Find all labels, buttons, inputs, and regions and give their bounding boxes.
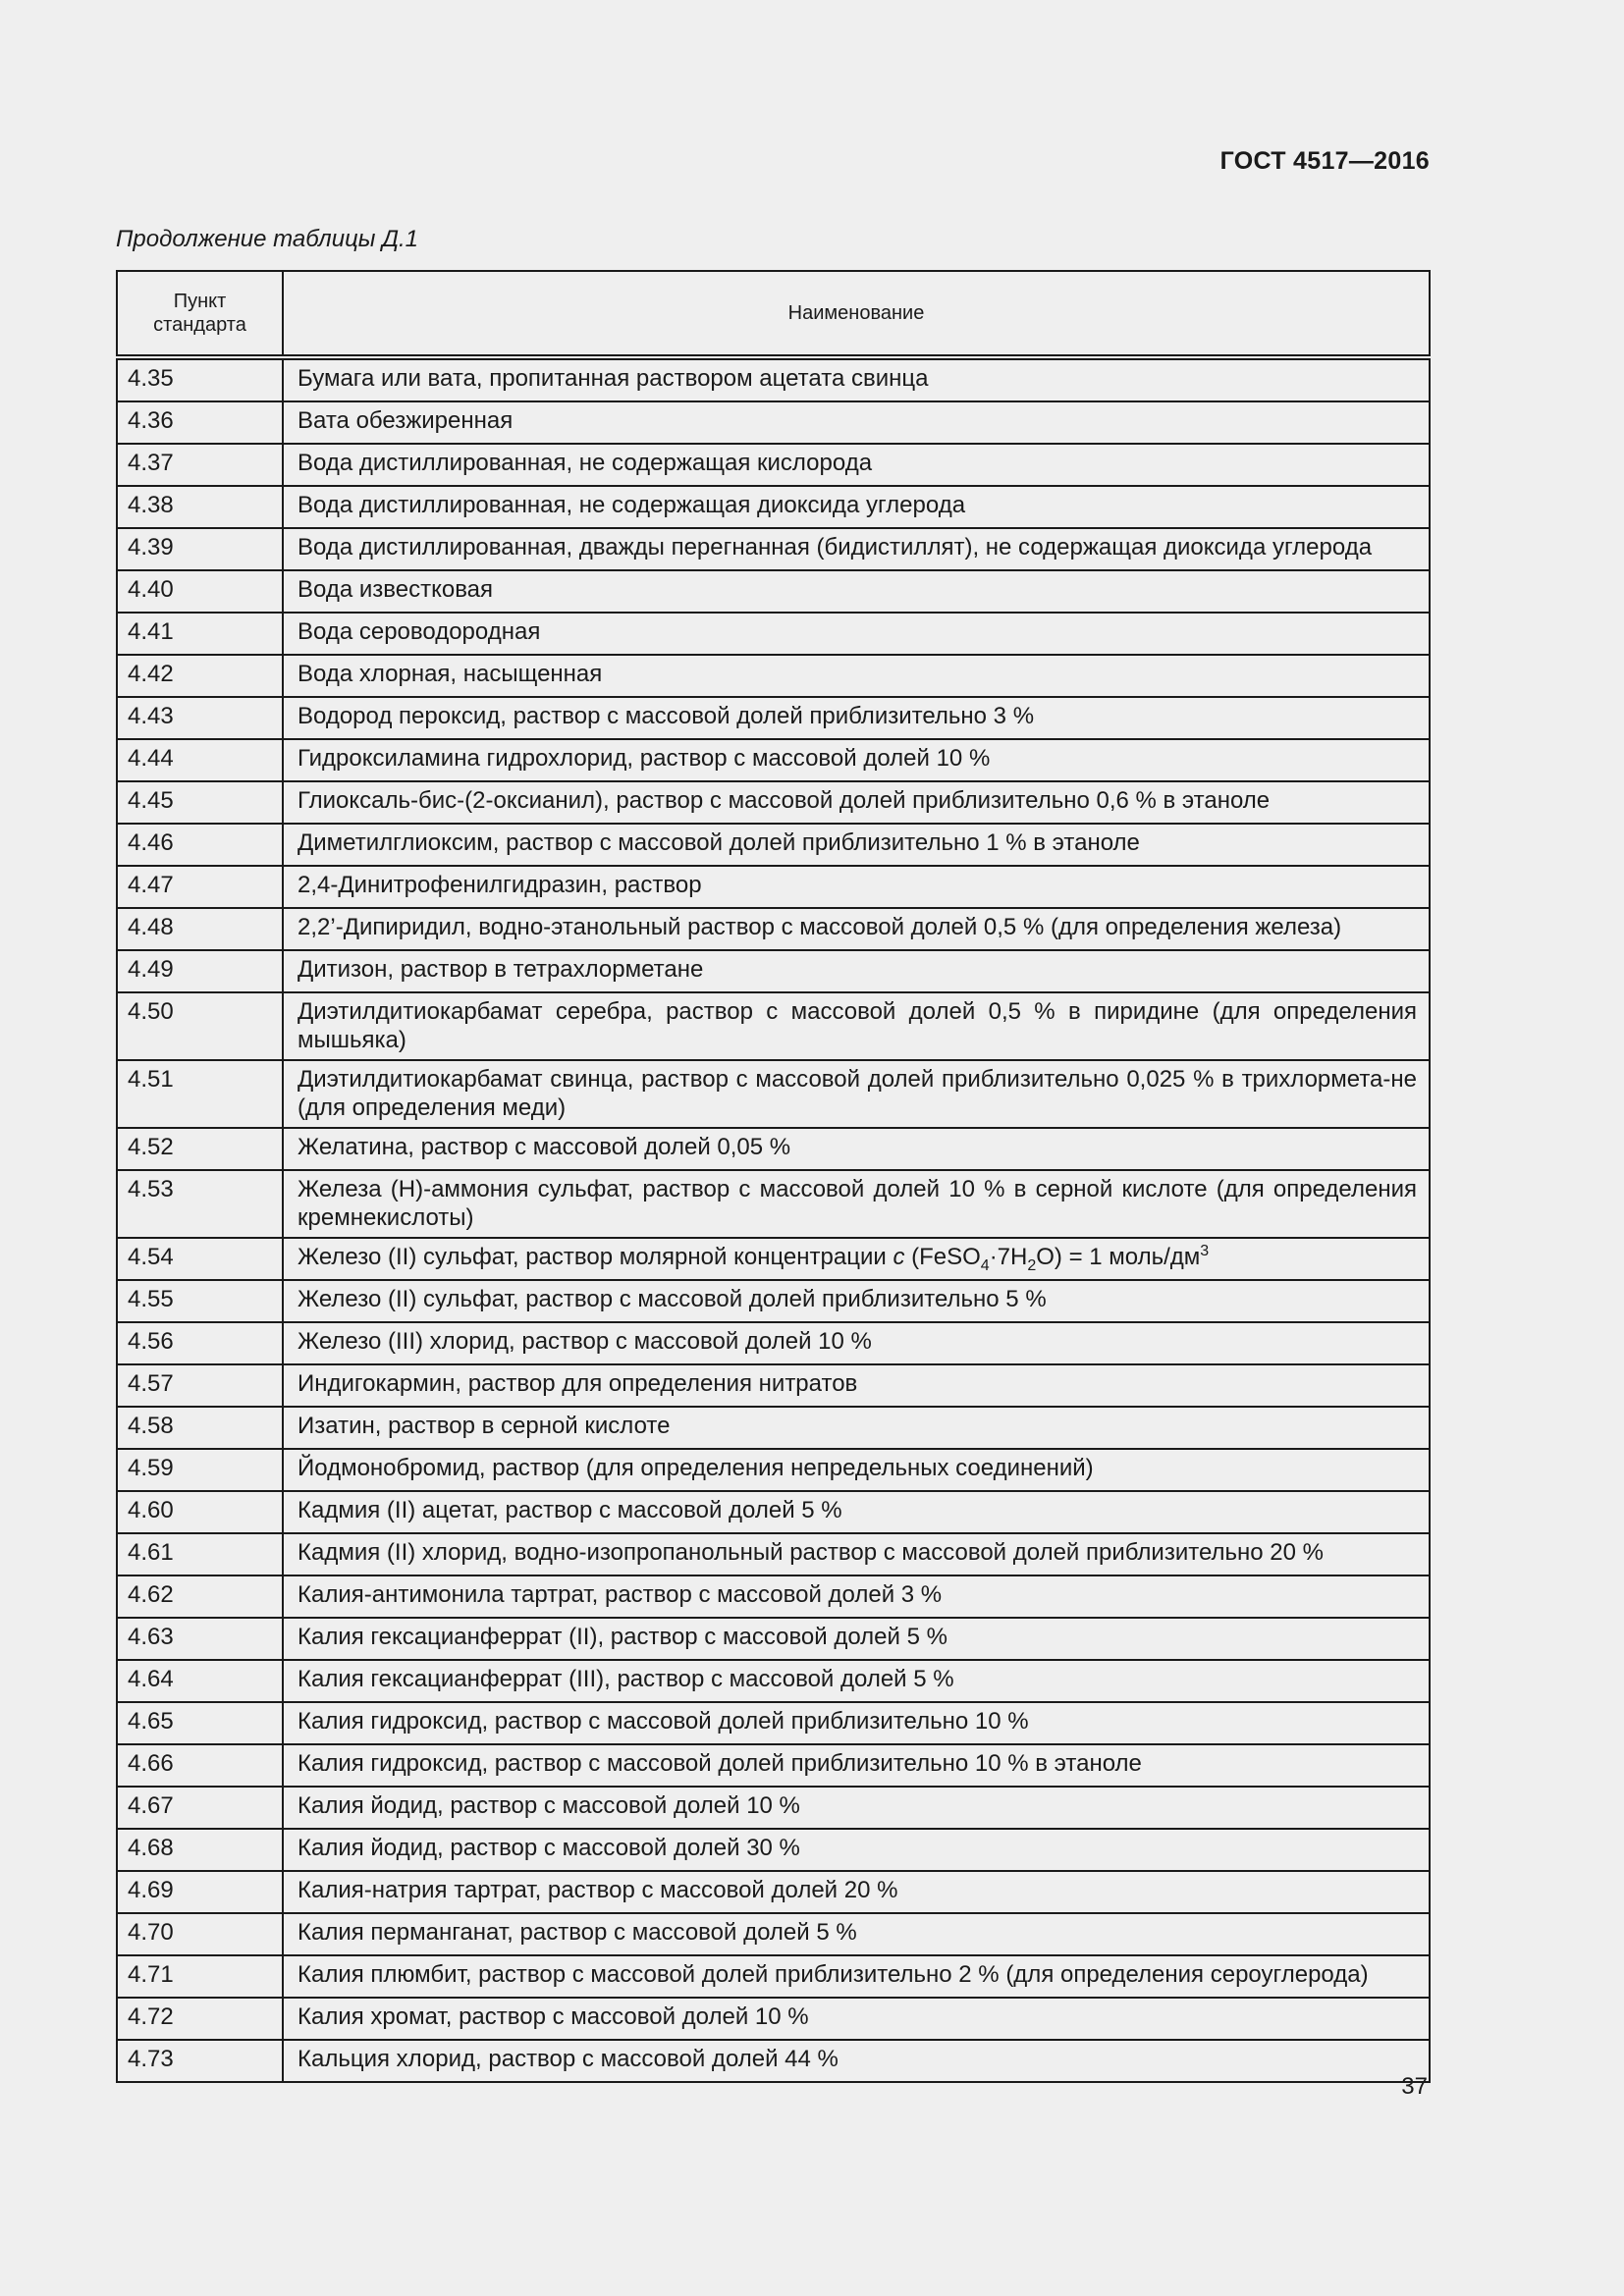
table-row: [117, 570, 1430, 613]
formula-part-open: (FeSO: [904, 1244, 981, 1270]
table-row: [117, 908, 1430, 950]
page-number: 37: [1401, 2073, 1428, 2100]
clause-cell: 4.49: [117, 950, 283, 992]
name-cell: Диметилглиоксим, раствор с массовой долей приблизительно 1 % в этаноле: [283, 824, 1430, 866]
table-row: [117, 444, 1430, 486]
name-cell: Калия-натрия тартрат, раствор с массовой долей 20 %: [283, 1871, 1430, 1913]
name-cell: Калия гидроксид, раствор с массовой долей приблизительно 10 %: [283, 1702, 1430, 1744]
table-row: [117, 655, 1430, 697]
clause-cell: 4.38: [117, 486, 283, 528]
table-row: [117, 697, 1430, 739]
clause-cell: 4.58: [117, 1407, 283, 1449]
table-header-row: [117, 271, 1430, 357]
formula-part-before: Железо (II) сульфат, раствор молярной концентрации: [298, 1244, 893, 1270]
name-cell: Калия гексацианферрат (II), раствор с массовой долей 5 %: [283, 1618, 1430, 1660]
name-cell: Калия гидроксид, раствор с массовой долей приблизительно 10 % в этаноле: [283, 1744, 1430, 1787]
name-cell: [283, 1238, 1430, 1280]
clause-cell: 4.54: [117, 1238, 283, 1280]
clause-cell: 4.42: [117, 655, 283, 697]
name-cell: Дитизон, раствор в тетрахлорметане: [283, 950, 1430, 992]
table-row: [117, 1660, 1430, 1702]
name-cell: Глиоксаль-бис-(2-оксианил), раствор с массовой долей приблизительно 0,6 % в этаноле: [283, 781, 1430, 824]
clause-cell: 4.67: [117, 1787, 283, 1829]
clause-cell: 4.56: [117, 1322, 283, 1364]
clause-cell: 4.48: [117, 908, 283, 950]
name-cell: Калия йодид, раствор с массовой долей 10 %: [283, 1787, 1430, 1829]
standard-code: ГОСТ 4517—2016: [1219, 147, 1430, 175]
name-cell: Изатин, раствор в серной кислоте: [283, 1407, 1430, 1449]
clause-cell: 4.50: [117, 992, 283, 1060]
table-row: [117, 613, 1430, 655]
clause-cell: 4.51: [117, 1060, 283, 1128]
name-cell: 2,2’-Дипиридил, водно-этанольный раствор с массовой долей 0,5 % (для определения железа): [283, 908, 1430, 950]
clause-cell: 4.73: [117, 2040, 283, 2082]
header-clause-line2: стандарта: [153, 314, 246, 336]
table-row: [117, 1170, 1430, 1238]
clause-cell: 4.70: [117, 1913, 283, 1955]
clause-cell: 4.45: [117, 781, 283, 824]
clause-cell: 4.44: [117, 739, 283, 781]
name-cell: Кадмия (II) хлорид, водно-изопропанольный раствор с массовой долей приблизительно 20 %: [283, 1533, 1430, 1575]
clause-cell: 4.71: [117, 1955, 283, 1998]
name-cell: Кальция хлорид, раствор с массовой долей 44 %: [283, 2040, 1430, 2082]
name-cell: Железо (II) сульфат, раствор с массовой долей приблизительно 5 %: [283, 1280, 1430, 1322]
name-cell: Калия перманганат, раствор с массовой долей 5 %: [283, 1913, 1430, 1955]
table-row: [117, 1407, 1430, 1449]
name-cell: Вода сероводородная: [283, 613, 1430, 655]
formula-part-italic-c: c: [893, 1244, 905, 1270]
clause-cell: 4.55: [117, 1280, 283, 1322]
name-cell: Вода дистиллированная, дважды перегнанная (бидистиллят), не содержащая диоксида углерода: [283, 528, 1430, 570]
table-row: [117, 1491, 1430, 1533]
name-cell: Диэтилдитиокарбамат свинца, раствор с массовой долей приблизительно 0,025 % в трихлормета-не (для определения меди): [283, 1060, 1430, 1128]
name-cell: Железа (Н)-аммония сульфат, раствор с массовой долей 10 % в серной кислоте (для определения кремнекислоты): [283, 1170, 1430, 1238]
table-row: [117, 401, 1430, 444]
table-row: [117, 357, 1430, 401]
formula-part-mid: ·7H: [989, 1244, 1028, 1270]
name-cell: Вода дистиллированная, не содержащая кислорода: [283, 444, 1430, 486]
name-cell: Калия-антимонила тартрат, раствор с массовой долей 3 %: [283, 1575, 1430, 1618]
clause-cell: 4.65: [117, 1702, 283, 1744]
table-row: [117, 1128, 1430, 1170]
table-row: [117, 950, 1430, 992]
header-clause-line1: Пункт: [173, 291, 227, 312]
clause-cell: 4.66: [117, 1744, 283, 1787]
name-cell: Калия плюмбит, раствор с массовой долей приблизительно 2 % (для определения сероуглерода): [283, 1955, 1430, 1998]
clause-cell: 4.64: [117, 1660, 283, 1702]
table-row: [117, 2040, 1430, 2082]
table-row: [117, 1744, 1430, 1787]
name-cell: Водород пероксид, раствор с массовой долей приблизительно 3 %: [283, 697, 1430, 739]
table-row: [117, 1618, 1430, 1660]
clause-cell: 4.59: [117, 1449, 283, 1491]
table-row: [117, 824, 1430, 866]
name-cell: 2,4-Динитрофенилгидразин, раствор: [283, 866, 1430, 908]
name-cell: Калия гексацианферрат (III), раствор с массовой долей 5 %: [283, 1660, 1430, 1702]
table-row: [117, 992, 1430, 1060]
formula-part-sup: 3: [1200, 1243, 1210, 1259]
clause-cell: 4.39: [117, 528, 283, 570]
reagents-table: [116, 270, 1431, 2083]
clause-cell: 4.61: [117, 1533, 283, 1575]
name-cell: Вата обезжиренная: [283, 401, 1430, 444]
clause-cell: 4.68: [117, 1829, 283, 1871]
table-row: [117, 528, 1430, 570]
clause-cell: 4.46: [117, 824, 283, 866]
formula-part-close: O) = 1 моль/дм: [1036, 1244, 1201, 1270]
header-clause: [117, 271, 283, 357]
table-row: [117, 1913, 1430, 1955]
clause-cell: 4.69: [117, 1871, 283, 1913]
table-row: [117, 1702, 1430, 1744]
clause-cell: 4.60: [117, 1491, 283, 1533]
table-row: [117, 1533, 1430, 1575]
name-cell: Бумага или вата, пропитанная раствором ацетата свинца: [283, 357, 1430, 401]
clause-cell: 4.62: [117, 1575, 283, 1618]
clause-cell: 4.35: [117, 357, 283, 401]
clause-cell: 4.41: [117, 613, 283, 655]
table-row: [117, 1449, 1430, 1491]
name-cell: Калия йодид, раствор с массовой долей 30 %: [283, 1829, 1430, 1871]
clause-cell: 4.63: [117, 1618, 283, 1660]
table-row: [117, 1998, 1430, 2040]
name-cell: Кадмия (II) ацетат, раствор с массовой долей 5 %: [283, 1491, 1430, 1533]
table-row: [117, 1060, 1430, 1128]
name-cell: Индигокармин, раствор для определения нитратов: [283, 1364, 1430, 1407]
header-name: Наименование: [283, 271, 1430, 357]
table-body: [117, 357, 1430, 2082]
name-cell: Диэтилдитиокарбамат серебра, раствор с массовой долей 0,5 % в пиридине (для определения мышьяка): [283, 992, 1430, 1060]
table-caption: Продолжение таблицы Д.1: [116, 226, 419, 252]
name-cell: Вода дистиллированная, не содержащая диоксида углерода: [283, 486, 1430, 528]
name-cell: Вода известковая: [283, 570, 1430, 613]
table-row: [117, 866, 1430, 908]
table-row: [117, 1575, 1430, 1618]
formula-part-sub2: 2: [1027, 1256, 1037, 1274]
clause-cell: 4.40: [117, 570, 283, 613]
name-cell: Желатина, раствор с массовой долей 0,05 %: [283, 1128, 1430, 1170]
table-row: [117, 781, 1430, 824]
clause-cell: 4.47: [117, 866, 283, 908]
clause-cell: 4.53: [117, 1170, 283, 1238]
table-row: [117, 486, 1430, 528]
table-row: [117, 1364, 1430, 1407]
name-cell: Йодмонобромид, раствор (для определения непредельных соединений): [283, 1449, 1430, 1491]
table-row: [117, 1238, 1430, 1280]
clause-cell: 4.43: [117, 697, 283, 739]
clause-cell: 4.52: [117, 1128, 283, 1170]
table-row: [117, 1955, 1430, 1998]
clause-cell: 4.37: [117, 444, 283, 486]
clause-cell: 4.72: [117, 1998, 283, 2040]
table-row: [117, 1787, 1430, 1829]
name-cell: Гидроксиламина гидрохлорид, раствор с массовой долей 10 %: [283, 739, 1430, 781]
table-row: [117, 1280, 1430, 1322]
name-cell: Вода хлорная, насыщенная: [283, 655, 1430, 697]
clause-cell: 4.36: [117, 401, 283, 444]
name-cell: Железо (III) хлорид, раствор с массовой долей 10 %: [283, 1322, 1430, 1364]
clause-cell: 4.57: [117, 1364, 283, 1407]
name-cell: Калия хромат, раствор с массовой долей 10 %: [283, 1998, 1430, 2040]
table-row: [117, 1871, 1430, 1913]
table-row: [117, 739, 1430, 781]
table-row: [117, 1322, 1430, 1364]
formula-part-sub1: 4: [980, 1256, 990, 1274]
table-row: [117, 1829, 1430, 1871]
